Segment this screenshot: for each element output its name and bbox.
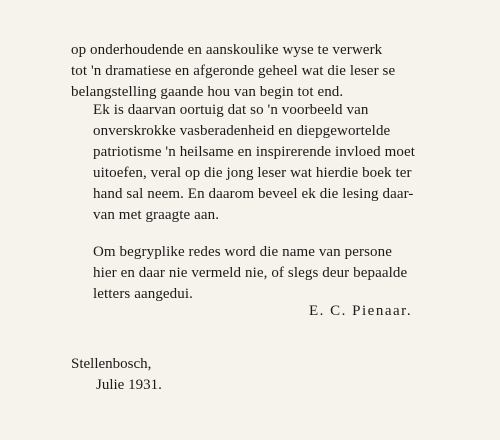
paragraph-line: hier en daar nie vermeld nie, of slegs deur bepaalde — [93, 265, 408, 281]
paragraph-line: Om begryplike redes word die name van persone — [93, 244, 392, 260]
paragraph-line: letters aangedui. — [93, 286, 193, 302]
paragraph-line: tot 'n dramatiese en afgeronde geheel wat die leser se — [71, 63, 396, 79]
paragraph-line: onverskrokke vasberadenheid en diepgewortelde — [93, 123, 391, 139]
paragraph-line: uitoefen, veral op die jong leser wat hierdie boek ter — [93, 165, 412, 181]
paragraph-line: hand sal neem. En daarom beveel ek die lesing daar- — [93, 186, 414, 202]
paragraph-line: Ek is daarvan oortuig dat so 'n voorbeeld van — [93, 102, 369, 118]
paragraph-line: van met graagte aan. — [93, 207, 220, 223]
paragraph-line: patriotisme 'n heilsame en inspirerende invloed moet — [93, 144, 415, 160]
paragraph-1 — [71, 40, 448, 103]
signature: E. C. Pienaar. — [309, 303, 413, 319]
paragraph-line: op onderhoudende en aanskoulike wyse te verwerk — [71, 42, 383, 58]
place-name: Stellenbosch, — [71, 356, 152, 372]
paragraph-line: belangstelling gaande hou van begin tot end. — [71, 84, 344, 100]
paragraph-2 — [71, 100, 448, 226]
paragraph-3 — [71, 242, 448, 305]
date-line: Julie 1931. — [96, 377, 162, 393]
